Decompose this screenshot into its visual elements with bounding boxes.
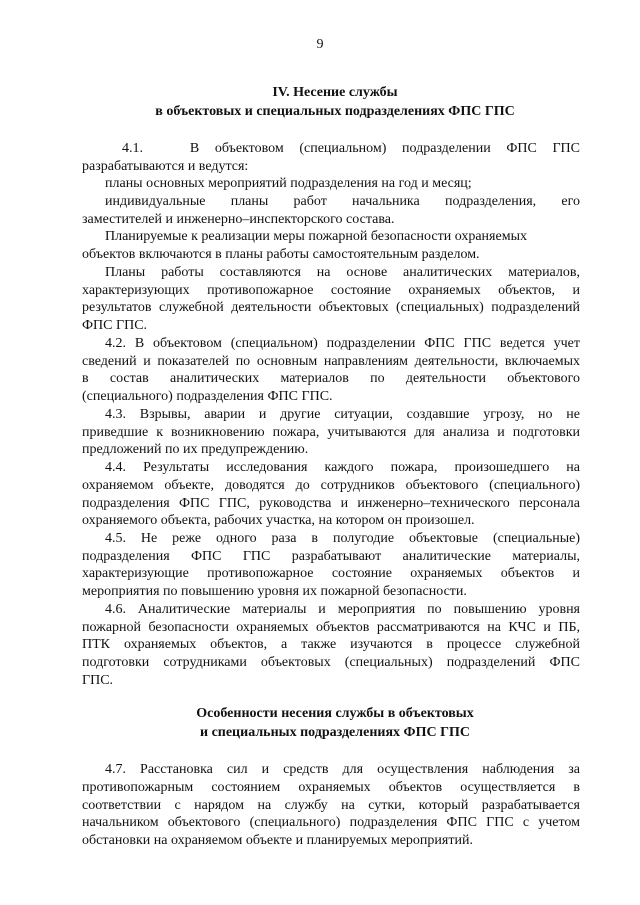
text-line: охраняемом объекте, доводятся до сотрудников объектового (специального): [82, 478, 580, 493]
text-line: противопожарным состоянием охраняемых объектов осуществляется в: [82, 780, 580, 795]
text-line: 4.4. Результаты исследования каждого пожара, произошедшего на: [105, 460, 580, 475]
text-line: обстановки на охраняемом объекте и планируемых мероприятий.: [82, 833, 473, 848]
text-line: 4.5. Не реже одного раза в полугодие объектовые (специальные): [105, 531, 580, 546]
text-line: мероприятия по повышению уровня их пожарной безопасности.: [82, 584, 467, 599]
text-line: результатов служебной деятельности объектовых (специальных) подразделений: [82, 300, 580, 315]
text-line: ГПС.: [82, 673, 114, 688]
text-line: разрабатываются и ведутся:: [82, 159, 249, 174]
section-heading-line-2: в объектовых и специальных подразделениях ФПС ГПС: [155, 104, 515, 119]
subsection-heading-line-1: Особенности несения службы в объектовых: [196, 706, 474, 721]
text-line: сведений и показателей по основным направлениям деятельности, включаемых: [82, 354, 580, 369]
text-line: подразделения ФПС ГПС, руководства и инженерно–технического персонала: [82, 496, 580, 511]
text-line: индивидуальные планы работ начальника подразделения, его: [105, 194, 580, 209]
text-line: планы основных мероприятий подразделения на год и месяц;: [105, 176, 472, 191]
text-line: 4.1. В объектовом (специальном) подразделении ФПС ГПС: [122, 141, 580, 156]
text-line: приведшие к возникновению пожара, учитываются для анализа и подготовки: [82, 425, 580, 440]
text-line: Планируемые к реализации меры пожарной безопасности охраняемых: [105, 229, 527, 244]
text-line: характеризующие противопожарное состояние охраняемых объектов и: [82, 566, 580, 581]
text-line: подготовки сотрудниками объектовых (специальных) подразделений ФПС: [82, 655, 580, 670]
text-line: соответствии с нарядом на службу на сутки, который разрабатывается: [82, 798, 580, 813]
text-line: ПТК охраняемых объектов, а также изучаются в процессе служебной: [82, 637, 580, 652]
page-number: 9: [316, 37, 324, 52]
text-line: охраняемого объекта, рабочих участка, на котором он произошел.: [82, 513, 475, 528]
text-line: 4.2. В объектовом (специальном) подразделении ФПС ГПС ведется учет: [105, 336, 580, 351]
text-line: предложений по их предупреждению.: [82, 442, 309, 457]
subsection-heading-line-2: и специальных подразделениях ФПС ГПС: [200, 725, 470, 740]
section-heading-line-1: IV. Несение службы: [272, 85, 398, 100]
text-line: 4.6. Аналитические материалы и мероприятия по повышению уровня: [105, 602, 580, 617]
text-line: (специального) подразделения ФПС ГПС.: [82, 389, 333, 404]
text-line: объектов включаются в планы работы самостоятельным разделом.: [82, 247, 480, 262]
text-line: начальником объектового (специального) подразделения ФПС ГПС с учетом: [82, 815, 580, 830]
text-line: пожарной безопасности охраняемых объектов рассматриваются на КЧС и ПБ,: [82, 620, 580, 635]
text-line: 4.7. Расстановка сил и средств для осуществления наблюдения за: [105, 762, 580, 777]
text-line: 4.3. Взрывы, аварии и другие ситуации, создавшие угрозу, но не: [105, 407, 580, 422]
text-line: в состав аналитических материалов по деятельности объектового: [82, 371, 580, 386]
text-line: подразделения ФПС ГПС разрабатывают аналитические материалы,: [82, 549, 580, 564]
text-line: ФПС ГПС.: [82, 318, 148, 333]
text-line: Планы работы составляются на основе аналитических материалов,: [105, 265, 580, 280]
text-line: заместителей и инженерно–инспекторского состава.: [82, 212, 395, 227]
text-line: характеризующих противопожарное состояние охраняемых объектов, и: [82, 283, 580, 298]
subsection-heading: [80, 704, 590, 742]
section-heading: [80, 83, 590, 121]
